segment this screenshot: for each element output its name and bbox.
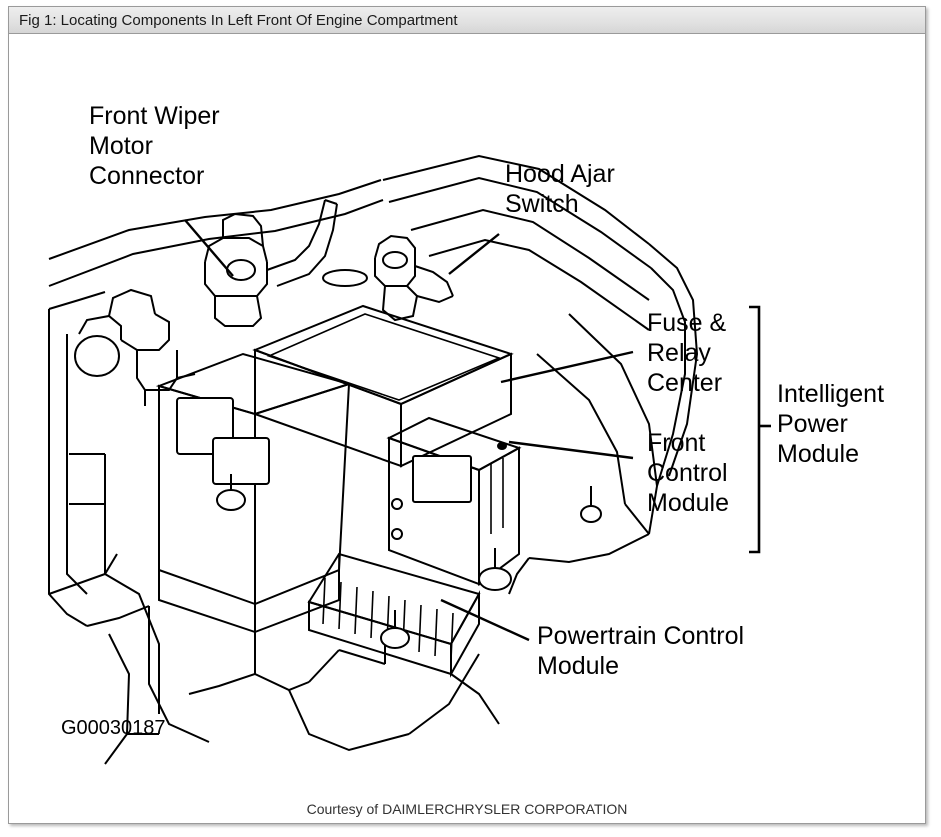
label-line: Module — [777, 440, 859, 468]
lower-front-structure — [105, 486, 601, 764]
figure-credit: Courtesy of DAIMLERCHRYSLER CORPORATION — [306, 801, 628, 817]
fuse-relay-center-part — [255, 306, 511, 466]
label-line: Intelligent — [777, 380, 885, 408]
label-line: Fuse & — [647, 309, 727, 337]
label-line: Module — [537, 652, 619, 680]
label-line: Front — [647, 429, 706, 457]
sheet-metal-structure — [49, 156, 697, 594]
label-fuse-relay-center — [647, 309, 727, 397]
label-line: Motor — [89, 132, 153, 160]
label-line: Module — [647, 489, 729, 517]
label-line: Connector — [89, 162, 205, 190]
label-line: Relay — [647, 339, 711, 367]
hood-ajar-switch-part — [375, 236, 453, 320]
figure-code: G00030187 — [61, 717, 166, 739]
figure-caption: Fig 1: Locating Components In Left Front Of Engine Compartment — [19, 12, 458, 29]
label-line: Switch — [505, 190, 579, 218]
front-wiper-motor — [205, 200, 367, 326]
figure-frame — [8, 6, 926, 824]
engine-compartment-diagram — [9, 34, 925, 823]
label-intelligent-power-module — [777, 380, 884, 468]
label-front-wiper-motor-connector — [89, 102, 220, 190]
label-line: Center — [647, 369, 723, 397]
label-line: Powertrain Control — [537, 622, 745, 650]
label-line: Control — [647, 459, 728, 487]
label-line: Front Wiper — [89, 102, 220, 130]
label-front-control-module — [647, 429, 729, 517]
label-line: Hood Ajar — [505, 160, 615, 188]
label-powertrain-control-module — [537, 622, 744, 680]
figure-caption-bar — [9, 7, 925, 34]
front-control-module-part — [389, 418, 519, 584]
label-line: Power — [777, 410, 848, 438]
